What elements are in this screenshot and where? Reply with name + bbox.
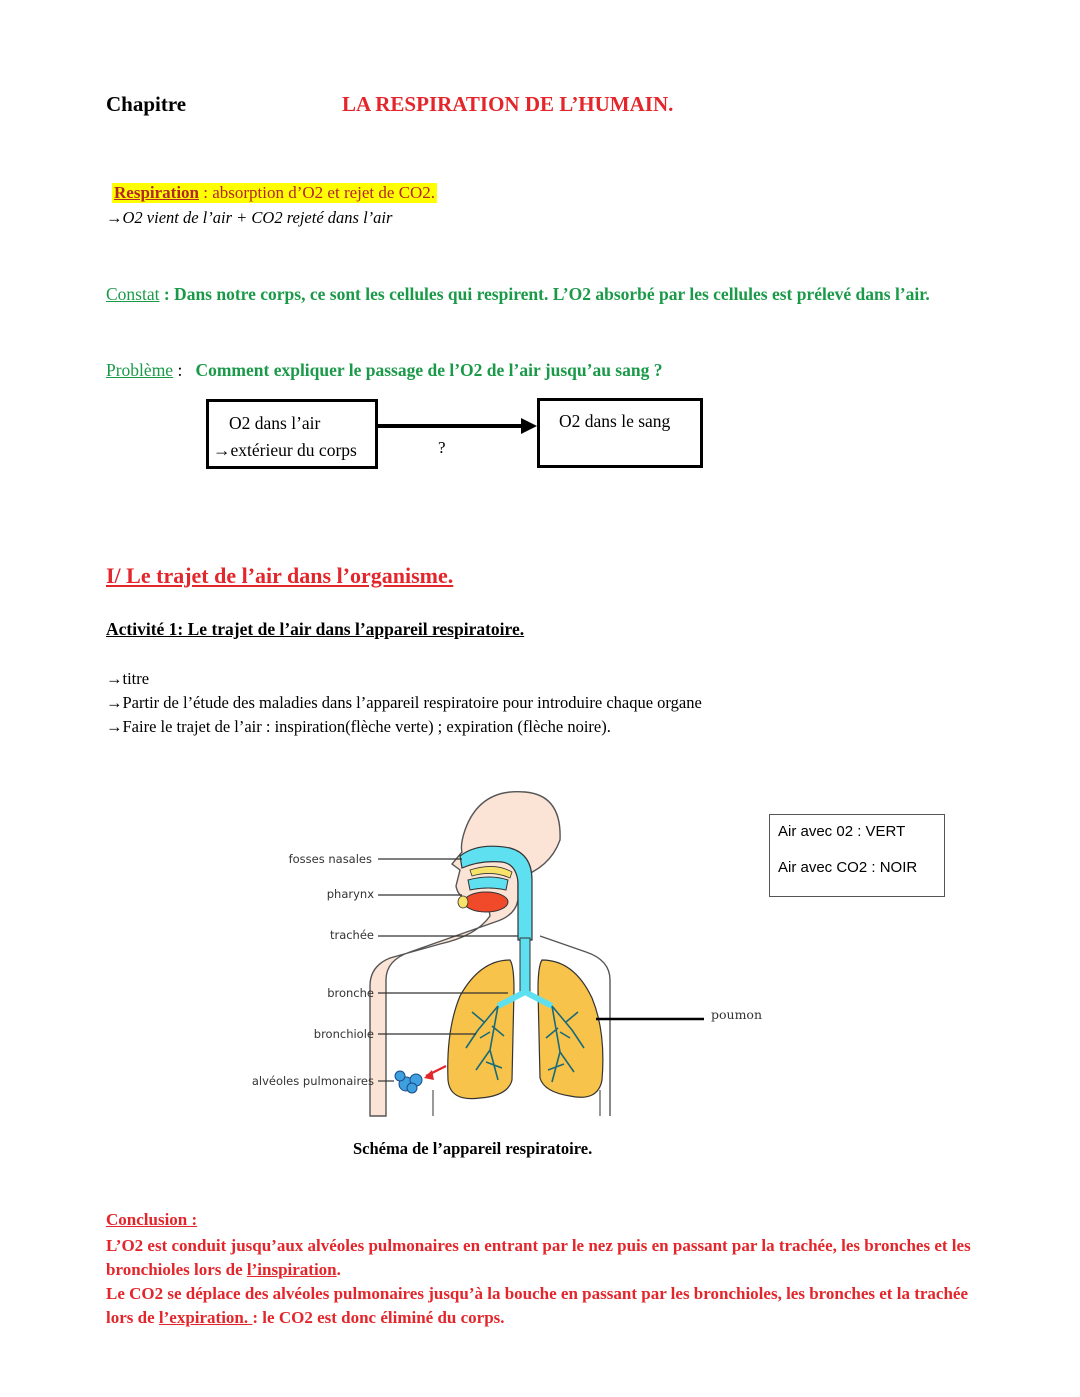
respiratory-system-diagram xyxy=(240,790,770,1120)
probleme-separator: : xyxy=(173,360,196,380)
instruction-item: →Partir de l’étude des maladies dans l’appareil respiratoire pour introduire chaque organe xyxy=(106,693,702,712)
definition-term: Respiration xyxy=(114,183,199,202)
constat-label: Constat xyxy=(106,284,160,304)
activity-title: Activité 1: Le trajet de l’air dans l’appareil respiratoire. xyxy=(106,619,525,639)
conclusion-body xyxy=(106,1234,986,1330)
constat-text: : Dans notre corps, ce sont les cellules qui respirent. L’O2 absorbé par les cellules est prélevé dans l’air. xyxy=(159,284,930,304)
label-fosses-nasales: fosses nasales xyxy=(288,852,372,866)
section-title: I/ Le trajet de l’air dans l’organisme. xyxy=(106,563,454,588)
conclusion-p2-end: : le CO2 est donc éliminé du corps. xyxy=(252,1308,505,1327)
left-lung-icon xyxy=(448,960,514,1099)
air-oxygen-line2: →extérieur du corps xyxy=(213,440,357,460)
label-poumon: poumon xyxy=(711,1007,763,1022)
instruction-item: →titre xyxy=(106,669,150,688)
label-bronche: bronche xyxy=(327,986,374,1000)
flow-arrow-icon xyxy=(375,414,541,438)
legend-co2: Air avec CO2 : NOIR xyxy=(778,859,918,876)
blood-oxygen-box: O2 dans le sang xyxy=(537,398,703,468)
alveoli-icon xyxy=(395,1071,422,1093)
conclusion-p1-text: L’O2 est conduit jusqu’aux alvéoles pulmonaires en entrant par le nez puis en passant par la trachée, les bronches et les bronchioles lors de xyxy=(106,1236,971,1279)
instruction-item: →Faire le trajet de l’air : inspiration(flèche verte) ; expiration (flèche noire). xyxy=(106,717,611,736)
respiration-definition xyxy=(112,183,437,203)
conclusion-paragraph-2 xyxy=(106,1282,986,1330)
expiration-term: l’expiration. xyxy=(158,1308,253,1327)
air-oxygen-box xyxy=(206,399,378,469)
definition-detail: →O2 vient de l’air + CO2 rejeté dans l’air xyxy=(106,208,393,227)
label-bronchiole: bronchiole xyxy=(313,1027,374,1041)
definition-text: : absorption d’O2 et rejet de CO2. xyxy=(199,183,436,202)
air-oxygen-line1: O2 dans l’air xyxy=(229,413,321,433)
probleme-text: Comment expliquer le passage de l’O2 de l’air jusqu’au sang ? xyxy=(195,360,663,380)
conclusion-heading: Conclusion : xyxy=(106,1210,198,1229)
probleme-label: Problème xyxy=(106,360,174,380)
label-pharynx: pharynx xyxy=(326,887,374,901)
question-mark: ? xyxy=(438,438,446,457)
legend-o2: Air avec 02 : VERT xyxy=(778,823,906,840)
chapter-label: Chapitre xyxy=(106,92,187,116)
conclusion-paragraph-1 xyxy=(106,1234,986,1282)
chapter-title: LA RESPIRATION DE L’HUMAIN. xyxy=(342,92,674,116)
conclusion-p1-end: . xyxy=(336,1260,341,1279)
inspiration-term: l’inspiration xyxy=(246,1260,337,1279)
conclusion-p2-text: Le CO2 se déplace des alvéoles pulmonaires jusqu’à la bouche en passant par les bronchioles, les bronches et la trachée lors de xyxy=(106,1284,968,1327)
label-trachee: trachée xyxy=(329,928,374,942)
constat-paragraph xyxy=(106,281,986,307)
label-alveoles: alvéoles pulmonaires xyxy=(251,1074,374,1088)
probleme-line xyxy=(106,360,662,381)
color-legend xyxy=(769,814,945,897)
diagram-caption: Schéma de l’appareil respiratoire. xyxy=(353,1139,593,1158)
